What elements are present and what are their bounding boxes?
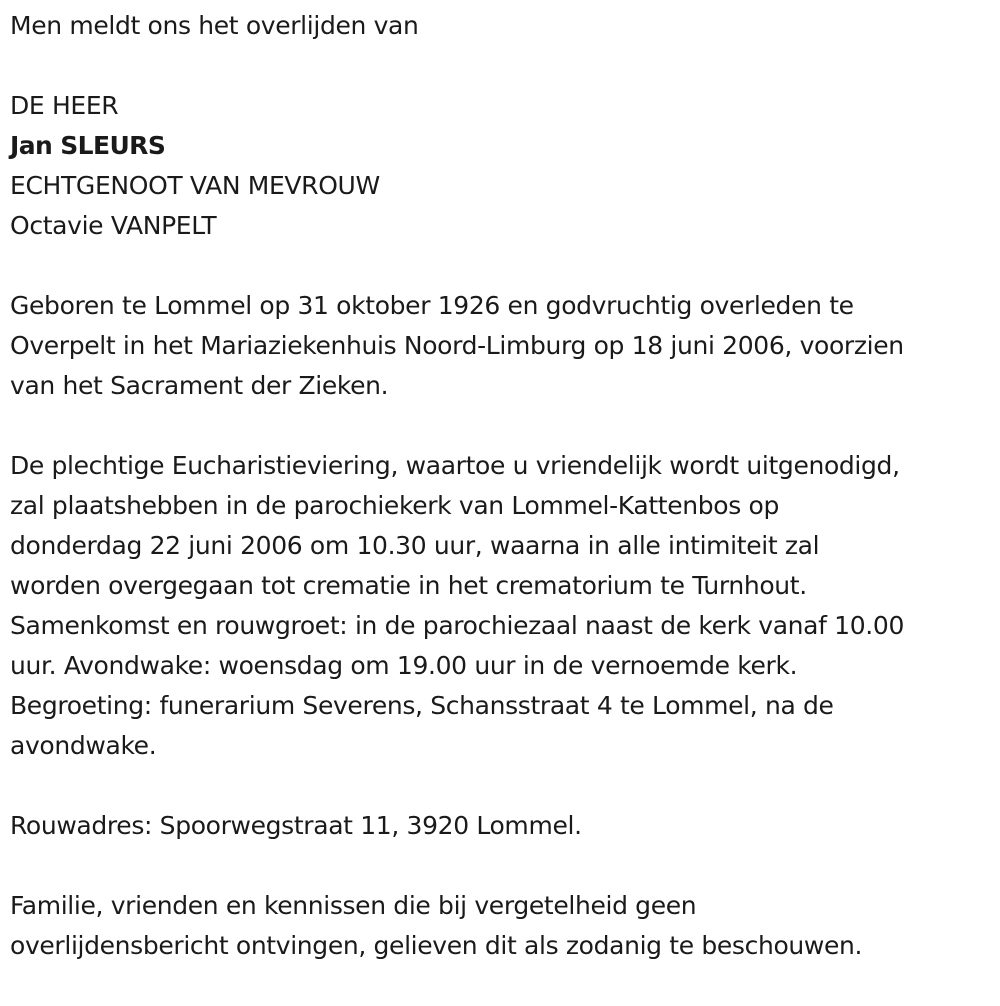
- paragraph-line: avondwake.: [10, 731, 157, 760]
- spacer: [10, 406, 995, 446]
- paragraph-line: Geboren te Lommel op 31 oktober 1926 en godvruchtig overleden te: [10, 291, 854, 320]
- paragraph-line: overlijdensbericht ontvingen, gelieven dit als zodanig te beschouwen.: [10, 931, 863, 960]
- ceremony-paragraph: [10, 446, 995, 766]
- intro-text: Men meldt ons het overlijden van: [10, 11, 419, 40]
- birth-death-paragraph: [10, 286, 995, 406]
- paragraph-line: zal plaatshebben in de parochiekerk van Lommel-Kattenbos op: [10, 491, 779, 520]
- spouse-label: ECHTGENOOT VAN MEVROUW: [10, 171, 380, 200]
- paragraph-line: donderdag 22 juni 2006 om 10.30 uur, waarna in alle intimiteit zal: [10, 531, 820, 560]
- paragraph-line: worden overgegaan tot crematie in het crematorium te Turnhout.: [10, 571, 807, 600]
- paragraph-line: Samenkomst en rouwgroet: in de parochiezaal naast de kerk vanaf 10.00: [10, 611, 905, 640]
- spacer: [10, 246, 995, 286]
- spacer: [10, 846, 995, 886]
- spacer: [10, 46, 995, 86]
- closing-paragraph: [10, 886, 995, 966]
- spacer: [10, 766, 995, 806]
- paragraph-line: De plechtige Eucharistieviering, waartoe u vriendelijk wordt uitgenodigd,: [10, 451, 900, 480]
- paragraph-line: Begroeting: funerarium Severens, Schansstraat 4 te Lommel, na de: [10, 691, 834, 720]
- deceased-name: Jan SLEURS: [10, 131, 166, 160]
- paragraph-line: Familie, vrienden en kennissen die bij vergetelheid geen: [10, 891, 697, 920]
- honorific-title: DE HEER: [10, 91, 119, 120]
- paragraph-line: uur. Avondwake: woensdag om 19.00 uur in de vernoemde kerk.: [10, 651, 798, 680]
- paragraph-line: van het Sacrament der Zieken.: [10, 371, 389, 400]
- death-notice: [10, 6, 995, 966]
- paragraph-line: Overpelt in het Mariaziekenhuis Noord-Limburg op 18 juni 2006, voorzien: [10, 331, 904, 360]
- spouse-name: Octavie VANPELT: [10, 211, 217, 240]
- mourning-address: Rouwadres: Spoorwegstraat 11, 3920 Lommel.: [10, 811, 582, 840]
